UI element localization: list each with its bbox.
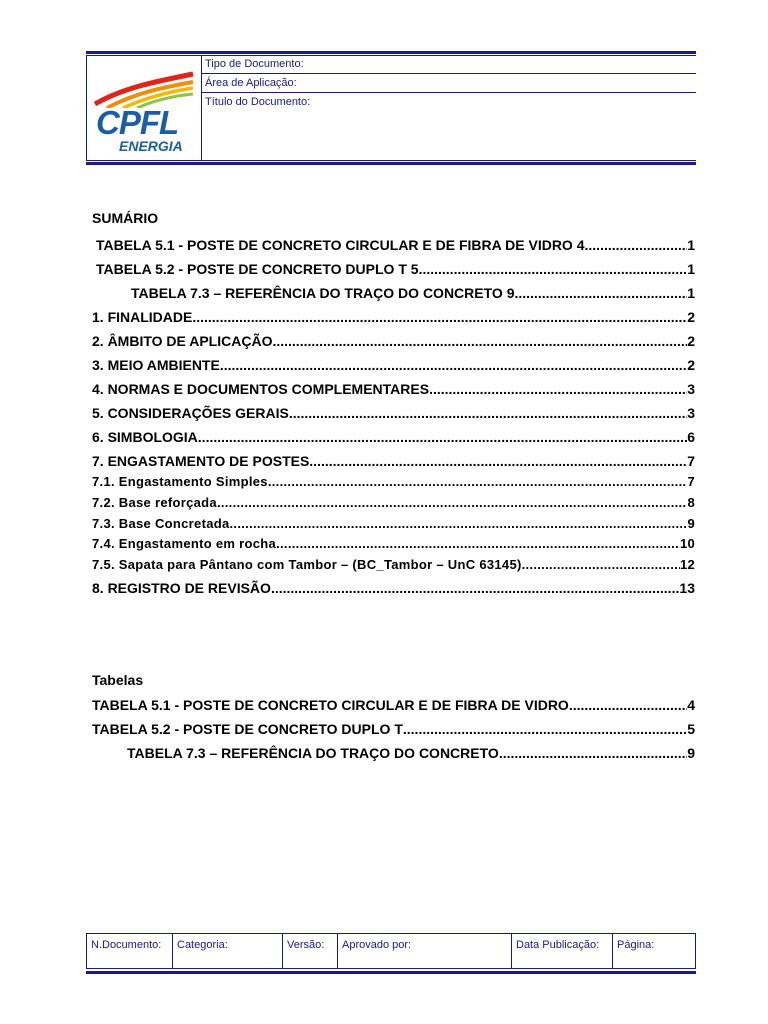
table-entry[interactable] (127, 745, 695, 761)
toc-entry-text: 7.4. Engastamento em rocha (92, 536, 277, 551)
toc-leader (569, 697, 687, 713)
toc-entry-page: 9 (687, 516, 695, 531)
toc-leader (522, 557, 680, 572)
toc-entry-page: 1 (687, 261, 695, 277)
toc-entry[interactable] (92, 495, 695, 510)
table-entry-text: TABELA 5.1 - POSTE DE CONCRETO CIRCULAR E DE FIBRA DE VIDRO (92, 697, 569, 713)
toc-entry-text: TABELA 7.3 – REFERÊNCIA DO TRAÇO DO CONCRETO 9 (131, 285, 515, 301)
footer-category: Categoria: (173, 934, 283, 968)
table-entry-page: 4 (687, 697, 695, 713)
table-entry[interactable] (92, 697, 695, 713)
toc-leader (289, 405, 687, 421)
toc-entry[interactable] (92, 580, 695, 596)
toc-leader (276, 536, 680, 551)
toc-entry-page: 2 (687, 309, 695, 325)
toc-leader (585, 237, 688, 253)
footer-page: Página: (613, 934, 696, 968)
toc-entry-text: 7.2. Base reforçada (92, 495, 217, 510)
footer-publish-date: Data Publicação: (512, 934, 613, 968)
toc-leader (419, 261, 688, 277)
toc-entry[interactable] (92, 381, 695, 397)
toc-leader (268, 474, 688, 489)
toc-entry[interactable] (92, 405, 695, 421)
toc-entry-text: 3. MEIO AMBIENTE (92, 357, 220, 373)
footer-approved-by: Aprovado por: (338, 934, 512, 968)
footer-bottom-rule-thin (86, 968, 696, 969)
logo-subtitle: ENERGIA (119, 138, 183, 154)
toc-leader (272, 333, 687, 349)
toc-entry-text: 7.3. Base Concretada (92, 516, 230, 531)
table-entry-page: 9 (687, 745, 695, 761)
toc-leader (271, 580, 679, 596)
toc-entry-page: 7 (687, 453, 695, 469)
table-entry-text: TABELA 7.3 – REFERÊNCIA DO TRAÇO DO CONCRETO (127, 745, 499, 761)
logo-swoosh-icon (93, 68, 197, 108)
footer-doc-number: N.Documento: (86, 934, 173, 968)
toc-leader (230, 516, 688, 531)
toc-entry-text: 5. CONSIDERAÇÕES GERAIS (92, 405, 289, 421)
toc-entry[interactable] (92, 357, 695, 373)
toc-entry-text: 7.5. Sapata para Pântano com Tambor – (BC_Tambor – UnC 63145) (92, 557, 522, 572)
footer-version: Versão: (283, 934, 338, 968)
toc-entry-text: 2. ÂMBITO DE APLICAÇÃO (92, 333, 273, 349)
toc-entry-page: 10 (679, 536, 695, 551)
toc-entry-page: 13 (679, 580, 695, 596)
footer-bottom-rule (86, 971, 696, 974)
toc-entry-page: 2 (687, 357, 695, 373)
application-area-field: Área de Aplicação: (201, 75, 696, 93)
logo-wordmark: CPFL (96, 104, 179, 141)
toc-entry-page: 6 (687, 429, 695, 445)
toc-entry-text: 8. REGISTRO DE REVISÃO (92, 580, 271, 596)
table-entry[interactable] (92, 721, 695, 737)
doc-type-field: Tipo de Documento: (201, 56, 696, 74)
toc-entry[interactable] (92, 453, 695, 469)
toc-entry[interactable] (92, 429, 695, 445)
toc-entry-page: 1 (687, 285, 695, 301)
toc-entry[interactable] (92, 309, 695, 325)
table-entry-text: TABELA 5.2 - POSTE DE CONCRETO DUPLO T (92, 721, 403, 737)
table-entry-page: 5 (687, 721, 695, 737)
toc-leader (192, 309, 687, 325)
toc-leader (403, 721, 687, 737)
toc-entry-page: 2 (687, 333, 695, 349)
toc-entry-text: 7.1. Engastamento Simples (92, 474, 268, 489)
doc-title-field: Título do Documento: (205, 96, 311, 108)
toc-entry[interactable] (96, 261, 695, 277)
toc-entry-text: TABELA 5.2 - POSTE DE CONCRETO DUPLO T 5 (96, 261, 419, 277)
toc-entry[interactable] (92, 333, 695, 349)
toc-entry-text: 1. FINALIDADE (92, 309, 193, 325)
toc-entry-text: 6. SIMBOLOGIA (92, 429, 198, 445)
toc-leader (198, 429, 687, 445)
toc-entry[interactable] (92, 536, 695, 551)
tables-title: Tabelas (92, 672, 144, 688)
toc-leader (499, 745, 687, 761)
toc-entry-text: TABELA 5.1 - POSTE DE CONCRETO CIRCULAR E DE FIBRA DE VIDRO 4 (96, 237, 585, 253)
toc-entry[interactable] (96, 237, 695, 253)
toc-leader (220, 357, 687, 373)
logo-cell (86, 56, 202, 160)
toc-entry-page: 3 (687, 405, 695, 421)
document-header (86, 56, 696, 160)
toc-entry-page: 3 (687, 381, 695, 397)
toc-entry-page: 8 (687, 495, 695, 510)
toc-entry-page: 12 (679, 557, 695, 572)
toc-leader (217, 495, 688, 510)
toc-entry-text: 4. NORMAS E DOCUMENTOS COMPLEMENTARES (92, 381, 430, 397)
toc-entry[interactable] (92, 557, 695, 572)
toc-entry[interactable] (92, 516, 695, 531)
toc-entry-text: 7. ENGASTAMENTO DE POSTES (92, 453, 310, 469)
header-top-rule (86, 51, 696, 54)
toc-leader (309, 453, 687, 469)
toc-leader (429, 381, 687, 397)
header-bottom-rule-thin (86, 160, 696, 161)
toc-leader (514, 285, 687, 301)
toc-entry[interactable] (131, 285, 695, 301)
header-bottom-rule (86, 162, 696, 165)
document-footer (86, 934, 696, 968)
toc-entry-page: 7 (687, 474, 695, 489)
toc-title: SUMÁRIO (92, 210, 159, 226)
toc-entry-page: 1 (687, 237, 695, 253)
toc-entry[interactable] (92, 474, 695, 489)
